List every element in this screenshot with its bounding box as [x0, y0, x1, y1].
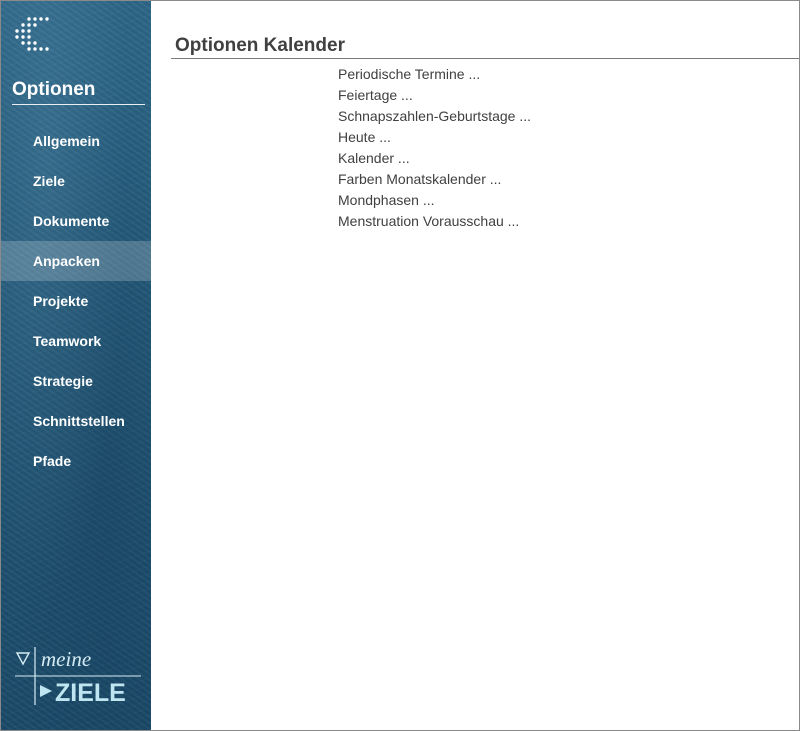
options-list: [338, 64, 531, 232]
option-feiertage[interactable]: Feiertage ...: [338, 87, 413, 103]
sidebar-item-ziele[interactable]: Ziele: [33, 173, 65, 189]
title-divider: [171, 58, 799, 59]
brand-big-text: ZIELE: [55, 679, 126, 705]
option-schnapszahlen-geburtstage[interactable]: Schnapszahlen-Geburtstage ...: [338, 108, 532, 124]
option-mondphasen[interactable]: Mondphasen ...: [338, 192, 435, 208]
sidebar-item-schnittstellen[interactable]: Schnittstellen: [33, 413, 125, 429]
sidebar-item-strategie[interactable]: Strategie: [33, 373, 93, 389]
option-kalender[interactable]: Kalender ...: [338, 150, 410, 166]
sidebar-item-allgemein[interactable]: Allgemein: [33, 133, 100, 149]
sidebar-item-anpacken[interactable]: Anpacken: [1, 241, 151, 281]
sidebar-heading: Optionen: [12, 79, 145, 105]
sidebar-item-pfade[interactable]: Pfade: [33, 453, 72, 469]
option-farben-monatskalender[interactable]: Farben Monatskalender ...: [338, 171, 502, 187]
dots-logo-icon: [13, 15, 53, 55]
option-menstruation-vorausschau[interactable]: Menstruation Vorausschau ...: [338, 213, 520, 229]
sidebar-item-dokumente[interactable]: Dokumente: [33, 213, 110, 229]
option-periodische-termine[interactable]: Periodische Termine ...: [338, 66, 481, 82]
page-title: Optionen Kalender: [175, 35, 345, 56]
brand-small-text: meine: [41, 647, 92, 671]
sidebar: [1, 1, 151, 730]
meine-ziele-logo: [15, 647, 141, 705]
sidebar-item-teamwork[interactable]: Teamwork: [33, 333, 102, 349]
option-heute[interactable]: Heute ...: [338, 129, 391, 145]
sidebar-nav: [1, 121, 151, 481]
sidebar-item-projekte[interactable]: Projekte: [33, 293, 89, 309]
